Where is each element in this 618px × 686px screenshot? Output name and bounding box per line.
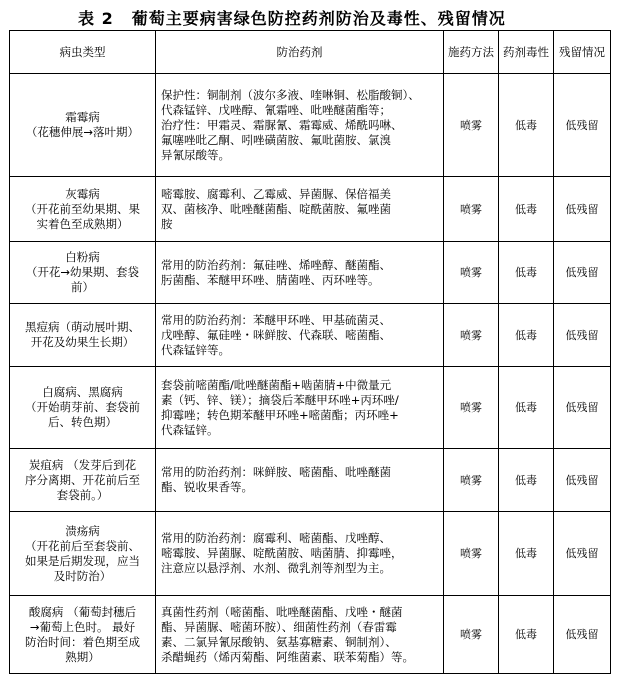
disease-type-cell [10, 367, 156, 449]
disease-type-cell-line: 防治时间：着色期至成 [25, 634, 140, 649]
agent-cell-line: 代森锰锌等。 [161, 342, 230, 357]
table-row [10, 367, 611, 449]
disease-type-cell-line: 酸腐病 （葡萄封穗后 [28, 604, 137, 619]
header-toxicity: 药剂毒性 [499, 31, 554, 74]
table-row [10, 74, 611, 177]
agent-cell-line: 异氰尿酸等。 [161, 147, 230, 162]
table-number: 表 2 [78, 9, 114, 28]
agent-cell [156, 304, 444, 367]
disease-type-cell [10, 596, 156, 674]
toxicity-cell: 低毒 [499, 177, 554, 242]
header-agent: 防治药剂 [156, 31, 444, 74]
residue-cell: 低残留 [554, 177, 611, 242]
agent-cell-line: 注意应以悬浮剂、水剂、微乳剂等剂型为主。 [161, 561, 391, 575]
residue-cell: 低残留 [554, 512, 611, 596]
disease-type-cell [10, 177, 156, 242]
agent-cell-line: 戊唑醇、氟硅唑・咪鲜胺、代森联、嘧菌酯、 [161, 327, 391, 342]
table-row [10, 512, 611, 596]
residue-cell: 低残留 [554, 367, 611, 449]
agent-cell-line: 抑霉唑；转色期苯醚甲环唑+嘧菌酯；丙环唑+ [161, 407, 399, 422]
disease-type-cell-line: （开花前后至套袋前、 [25, 538, 140, 553]
disease-type-cell-line: 如果是后期发现，应当 [25, 553, 140, 568]
disease-type-cell [10, 512, 156, 596]
agent-cell-line: 酯、锐收果香等。 [161, 480, 253, 494]
agent-cell-line: 嘧霉胺、异菌脲、啶酰菌胺、啮菌腈、抑霉唑， [161, 546, 403, 560]
agent-cell [156, 512, 444, 596]
disease-type-cell-line: 前） [71, 280, 94, 294]
disease-type-cell-line: 序分离期、开花前后至 [25, 472, 140, 487]
agent-cell-line: 保护性：铜制剂（波尔多液、喹啉铜、松脂酸铜）、 [161, 87, 420, 102]
disease-type-cell-line: 开花及幼果生长期） [30, 335, 135, 349]
disease-type-cell-line: （开花→幼果期、套袋 [25, 265, 140, 279]
agent-cell-line: 胺 [161, 216, 173, 231]
agent-cell-line: 双、菌核净、吡唑醚菌酯、啶酰菌胺、氟唑菌 [161, 201, 391, 216]
disease-type-cell-line: 实着色至成熟期） [36, 216, 129, 231]
toxicity-cell: 低毒 [499, 512, 554, 596]
residue-cell: 低残留 [554, 304, 611, 367]
toxicity-cell: 低毒 [499, 596, 554, 674]
disease-type-cell-line: 套袋前。） [56, 487, 109, 502]
disease-type-cell-line: 后、转色期） [48, 415, 117, 429]
agent-cell [156, 177, 444, 242]
header-residue: 残留情况 [554, 31, 611, 74]
table-row [10, 304, 611, 367]
disease-type-cell [10, 304, 156, 367]
disease-type-cell-line: 霜霉病 [65, 110, 100, 124]
disease-type-cell-line: 熟期） [65, 649, 100, 664]
toxicity-cell: 低毒 [499, 449, 554, 512]
agent-cell-line: 常用的防治药剂：腐霉利、嘧菌酯、戊唑醇、 [161, 531, 391, 545]
table-title [78, 6, 506, 29]
agent-cell-line: 套袋前嘧菌酯/吡唑醚菌酯+啮菌腈+中微量元 [161, 377, 392, 392]
agent-cell-line: 治疗性：甲霜灵、霜脲氰、霜霉威、烯酰吗啉、 [161, 117, 403, 132]
agent-cell [156, 596, 444, 674]
pesticide-table [9, 30, 611, 674]
header-type: 病虫类型 [10, 31, 156, 74]
agent-cell [156, 242, 444, 304]
method-cell: 喷雾 [444, 242, 499, 304]
agent-cell-line: 常用的防治药剂：氟硅唑、烯唑醇、醚菌酯、 [161, 257, 391, 272]
toxicity-cell: 低毒 [499, 304, 554, 367]
table-row [10, 596, 611, 674]
agent-cell-line: 素、二氯异氰尿酸钠、氨基寡糖素、铜制剂）、 [161, 634, 397, 649]
residue-cell: 低残留 [554, 596, 611, 674]
table-body [10, 74, 611, 674]
disease-type-cell-line: 黑痘病（萌动展叶期、 [25, 320, 140, 334]
disease-type-cell-line: 灰霉病 [65, 186, 100, 201]
method-cell: 喷雾 [444, 177, 499, 242]
disease-type-cell-line: （开始萌芽前、套袋前 [25, 400, 140, 414]
agent-cell-line: 真菌性药剂（嘧菌酯、吡唑醚菌酯、戊唑・醚菌 [161, 604, 403, 619]
residue-cell: 低残留 [554, 242, 611, 304]
method-cell: 喷雾 [444, 304, 499, 367]
disease-type-cell [10, 74, 156, 177]
agent-cell-line: 常用的防治药剂：咪鲜胺、嘧菌酯、吡唑醚菌 [161, 465, 391, 479]
table-row [10, 242, 611, 304]
disease-type-cell-line: 炭疽病 （发芽后到花 [28, 457, 137, 472]
agent-cell [156, 367, 444, 449]
disease-type-cell-line: （开花前至幼果期、果 [25, 201, 140, 216]
agent-cell-line: 代森锰锌。 [161, 422, 219, 437]
disease-type-cell-line: 白粉病 [65, 250, 100, 264]
agent-cell [156, 74, 444, 177]
header-row [10, 31, 611, 74]
toxicity-cell: 低毒 [499, 242, 554, 304]
table-row [10, 177, 611, 242]
method-cell: 喷雾 [444, 596, 499, 674]
header-method: 施药方法 [444, 31, 499, 74]
agent-cell-line: 氟噻唑吡乙酮、吲唑磺菌胺、氟吡菌胺、氯溴 [161, 132, 391, 147]
residue-cell: 低残留 [554, 449, 611, 512]
disease-type-cell-line: →葡萄上色时。 最好 [29, 619, 136, 634]
agent-cell-line: 肟菌酯、苯醚甲环唑、腈菌唑、丙环唑等。 [161, 272, 380, 287]
method-cell: 喷雾 [444, 449, 499, 512]
agent-cell [156, 449, 444, 512]
toxicity-cell: 低毒 [499, 367, 554, 449]
method-cell: 喷雾 [444, 512, 499, 596]
agent-cell-line: 杀醋蝇药（烯丙菊酯、阿维菌素、联苯菊酯）等。 [161, 649, 414, 664]
disease-type-cell [10, 242, 156, 304]
method-cell: 喷雾 [444, 367, 499, 449]
residue-cell: 低残留 [554, 74, 611, 177]
table-caption: 葡萄主要病害绿色防控药剂防治及毒性、残留情况 [131, 9, 506, 28]
disease-type-cell-line: （花穗伸展→落叶期） [25, 125, 140, 139]
agent-cell-line: 嘧霉胺、腐霉利、乙霉威、异菌脲、保倍福美 [161, 186, 391, 201]
disease-type-cell-line: 及时防治） [53, 568, 112, 583]
agent-cell-line: 素（钙、锌、镁）；摘袋后苯醚甲环唑+丙环唑/ [161, 392, 399, 407]
disease-type-cell-line: 白腐病、黑腐病 [42, 385, 123, 399]
agent-cell-line: 代森锰锌、戊唑醇、氰霜唑、吡唑醚菌酯等； [161, 102, 391, 117]
agent-cell-line: 酯、异菌脲、嘧菌环胺）、细菌性药剂（春雷霉 [161, 619, 397, 634]
table-row [10, 449, 611, 512]
method-cell: 喷雾 [444, 74, 499, 177]
disease-type-cell [10, 449, 156, 512]
disease-type-cell-line: 溃疡病 [65, 523, 100, 538]
agent-cell-line: 常用的防治药剂：苯醚甲环唑、甲基硫菌灵、 [161, 312, 391, 327]
toxicity-cell: 低毒 [499, 74, 554, 177]
